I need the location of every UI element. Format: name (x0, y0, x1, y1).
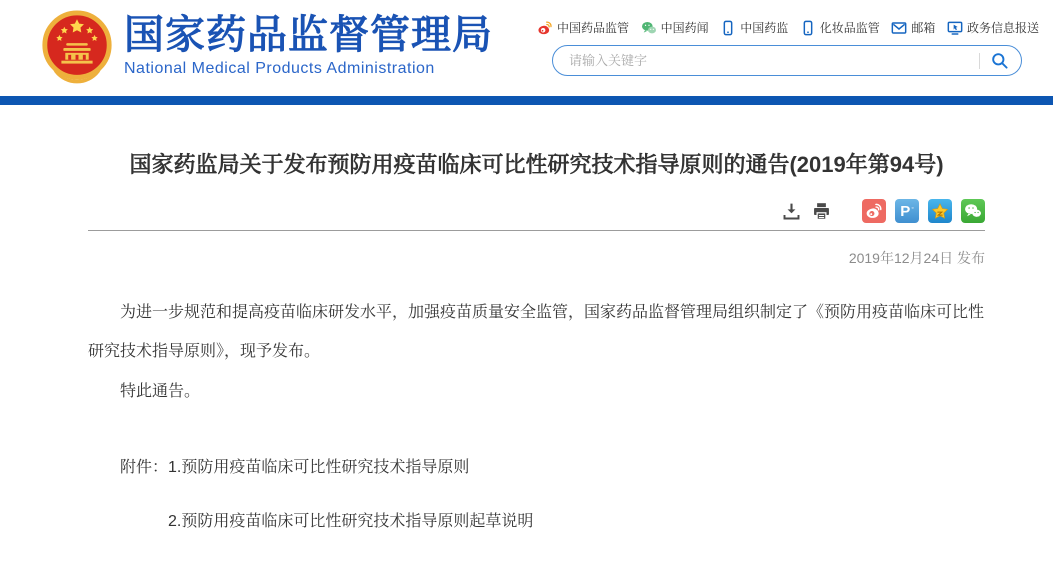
publish-date: 2019年12月24日 发布 (848, 250, 985, 267)
quick-link-label: 中国药闻 (660, 21, 709, 35)
share-weibo-icon (865, 202, 883, 220)
header-right (537, 19, 1039, 76)
share-wechat-icon (964, 202, 982, 220)
quick-link-label: 中国药监 (740, 21, 789, 35)
download-icon (781, 201, 802, 222)
download-button[interactable] (781, 201, 802, 222)
body-paragraph: 为进一步规范和提高疫苗临床研发水平，加强疫苗质量安全监管，国家药品监督管理局组织制定了《预防用疫苗临床可比性研究技术指导原则》，现予发布。 (88, 304, 985, 361)
quick-links-bar (537, 19, 1039, 36)
quick-link-drug-news-wechat[interactable] (641, 19, 709, 36)
share-wechat-button[interactable] (961, 199, 985, 223)
wechat-icon (641, 20, 657, 36)
attachment-item-1: 附件：1.预防用疫苗临床可比性研究技术指导原则 (120, 458, 470, 476)
mobile-icon (800, 20, 816, 36)
search-divider (979, 53, 980, 69)
attachment-item-2: 2.预防用疫苗临床可比性研究技术指导原则起草说明 (168, 512, 534, 530)
share-pengyou-icon: P (900, 202, 911, 220)
mail-icon (891, 20, 907, 36)
share-pengyou-button[interactable] (895, 199, 919, 223)
quick-link-mailbox[interactable] (891, 19, 935, 36)
quick-link-drug-regulation-weibo[interactable] (537, 19, 629, 36)
print-icon (811, 201, 832, 222)
site-header (0, 0, 1053, 96)
article-body (88, 293, 985, 541)
article-container (88, 147, 985, 541)
page-title: 国家药监局关于发布预防用疫苗临床可比性研究技术指导原则的通告(2019年第94号) (129, 152, 944, 177)
title-divider (88, 230, 985, 231)
quick-link-gov-info-report[interactable] (947, 19, 1039, 36)
search-input[interactable] (569, 53, 971, 68)
share-weibo-button[interactable] (862, 199, 886, 223)
report-icon (947, 20, 963, 36)
header-divider-bar (0, 96, 1053, 105)
quick-link-label: 邮箱 (911, 21, 936, 35)
share-qzone-star-icon (931, 202, 949, 220)
body-paragraph: 特此通告。 (120, 382, 201, 400)
site-title-en: National Medical Products Administration (124, 60, 435, 77)
blank-line (88, 411, 985, 448)
search-icon (990, 51, 1009, 70)
quick-link-cosmetics-app[interactable] (800, 19, 880, 36)
quick-link-label: 政务信息报送 (966, 21, 1039, 35)
quick-link-drug-app[interactable] (720, 19, 788, 36)
site-search (552, 45, 1022, 76)
mobile-icon (720, 20, 736, 36)
print-button[interactable] (811, 201, 832, 222)
article-toolbar (88, 199, 985, 230)
quick-link-label: 化妆品监管 (819, 21, 880, 35)
quick-link-label: 中国药品监管 (557, 21, 630, 35)
national-emblem-logo (38, 7, 116, 89)
weibo-icon (537, 20, 553, 36)
search-button[interactable] (988, 49, 1011, 72)
site-title-cn: 国家药品监督管理局 (124, 13, 493, 57)
pengyou-ring: ◦ (911, 204, 914, 212)
share-qzone-button[interactable] (928, 199, 952, 223)
site-branding (124, 13, 493, 78)
